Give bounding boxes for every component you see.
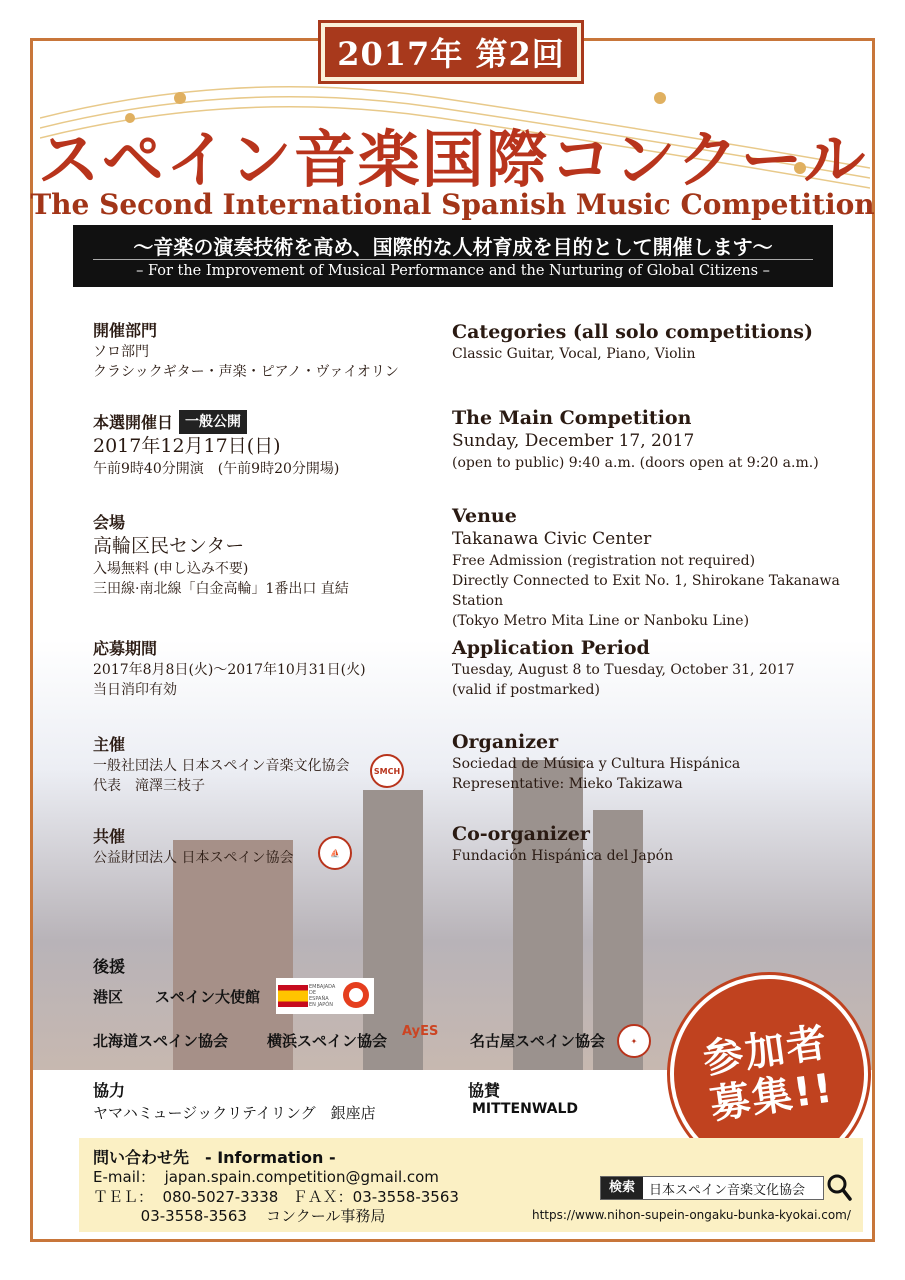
en-venue-heading: Venue <box>452 505 517 527</box>
en-main-date: Sunday, December 17, 2017 <box>452 431 695 451</box>
edition-badge <box>318 20 584 84</box>
en-categories-line: Classic Guitar, Vocal, Piano, Violin <box>452 346 696 362</box>
jp-org-heading: 主催 <box>93 735 126 754</box>
edition-text: 2017年 第2回 <box>337 35 565 73</box>
en-venue-line: Free Admission (registration not required) <box>452 553 756 569</box>
contact-tel: ＴＥＬ： 080-5027-3338 ＦＡＸ：03-3558-3563 <box>93 1188 459 1206</box>
en-main <box>452 406 862 473</box>
search-label: 検索 <box>601 1177 643 1199</box>
en-main-time: (open to public) 9:40 a.m. (doors open at 9:20 a.m.) <box>452 455 819 471</box>
embassy-label: スペイン大使館 <box>155 988 261 1006</box>
en-org-line: Representative: Mieko Takizawa <box>452 776 683 792</box>
yamaha-label: ヤマハミュージックリテイリング 銀座店 <box>93 1104 376 1122</box>
en-organizer <box>452 730 862 794</box>
en-org-line: Sociedad de Música y Cultura Hispánica <box>452 756 741 772</box>
en-venue-name: Takanawa Civic Center <box>452 529 652 549</box>
mittenwald-logo: MITTENWALD <box>472 1101 579 1117</box>
jp-org-line: 一般社団法人 日本スペイン音楽文化協会 <box>93 758 350 774</box>
smch-seal-icon: SMCH <box>370 754 404 788</box>
jp-main-heading: 本選開催日 <box>93 413 174 432</box>
en-org-heading: Organizer <box>452 731 559 753</box>
public-badge: 一般公開 <box>179 410 247 434</box>
jp-venue <box>93 512 423 599</box>
en-coorg-line: Fundación Hispánica del Japón <box>452 848 674 864</box>
embassy-logo-text: EMBAJADA DE ESPAÑA EN JAPÓN <box>309 984 336 1008</box>
jp-coorg-heading: 共催 <box>93 827 126 846</box>
search-text: 日本スペイン音楽文化協会 <box>649 1183 806 1198</box>
minato-label: 港区 <box>93 988 124 1006</box>
jp-coorg-line: 公益財団法人 日本スペイン協会 <box>93 850 294 866</box>
en-app-line: (valid if postmarked) <box>452 682 600 698</box>
contact-heading: 問い合わせ先 - Information - <box>93 1148 336 1167</box>
jp-app-line: 2017年8月8日(火)〜2017年10月31日(火) <box>93 662 366 678</box>
subtitle-english: – For the Improvement of Musical Performance and the Nurturing of Global Citizens – <box>136 263 770 279</box>
recruit-line: 募集!! <box>707 1065 838 1129</box>
en-venue-line: (Tokyo Metro Mita Line or Nanboku Line) <box>452 613 750 629</box>
en-venue <box>452 504 862 631</box>
jp-categories-line: クラシックギター・声楽・ピアノ・ヴァイオリン <box>93 364 399 380</box>
jp-coorganizer <box>93 826 423 868</box>
subtitle-japanese: 〜音楽の演奏技術を高め、国際的な人材育成を目的として開催します〜 <box>133 235 773 259</box>
jp-main <box>93 410 423 479</box>
title-english: The Second International Spanish Music Competition <box>30 188 875 221</box>
en-coorganizer <box>452 822 862 866</box>
en-app-heading: Application Period <box>452 637 650 659</box>
kyosan-heading: 協賛 <box>468 1081 501 1100</box>
cooperacion-logo-icon <box>343 982 369 1008</box>
yokohama-label: 横浜スペイン協会 <box>267 1032 388 1050</box>
en-venue-line: Directly Connected to Exit No. 1, Shirokane Takanawa Station <box>452 573 840 609</box>
kyoryoku-heading: 協力 <box>93 1081 126 1100</box>
en-app-line: Tuesday, August 8 to Tuesday, October 31, 2017 <box>452 662 795 678</box>
jp-categories-heading: 開催部門 <box>93 321 158 340</box>
en-application <box>452 636 862 700</box>
nagoya-label: 名古屋スペイン協会 <box>470 1032 606 1050</box>
jp-categories <box>93 320 423 382</box>
jp-org-line: 代表 滝澤三枝子 <box>93 778 205 794</box>
search-box[interactable] <box>600 1176 824 1200</box>
contact-tel-2: 03-3558-3563 コンクール事務局 <box>93 1207 386 1225</box>
jp-categories-line: ソロ部門 <box>93 344 149 360</box>
jp-venue-heading: 会場 <box>93 513 126 532</box>
jp-app-line: 当日消印有効 <box>93 682 177 698</box>
subtitle-banner <box>73 225 833 287</box>
jp-app-heading: 応募期間 <box>93 639 158 658</box>
jp-venue-line: 三田線·南北線「白金高輪」1番出口 直結 <box>93 581 349 597</box>
recruit-line: 参加者 <box>700 1019 832 1083</box>
jp-venue-name: 高輪区民センター <box>93 535 245 557</box>
search-icon[interactable] <box>826 1172 852 1202</box>
jp-main-date: 2017年12月17日(日) <box>93 435 281 457</box>
jp-application <box>93 638 423 700</box>
en-coorg-heading: Co-organizer <box>452 823 590 845</box>
spain-flag-icon <box>278 985 308 1007</box>
nagoya-seal-icon: ✦ <box>617 1024 651 1058</box>
website-url[interactable]: https://www.nihon-supein-ongaku-bunka-kyokai.com/ <box>532 1208 851 1222</box>
jp-venue-line: 入場無料 (申し込み不要) <box>93 561 249 577</box>
kouen-heading: 後援 <box>93 957 126 976</box>
en-main-heading: The Main Competition <box>452 407 692 429</box>
jp-main-time: 午前9時40分開演 (午前9時20分開場) <box>93 461 340 477</box>
ship-seal-icon: ⛵ <box>318 836 352 870</box>
en-categories-heading: Categories (all solo competitions) <box>452 321 813 343</box>
ayes-logo: AyES <box>402 1024 439 1039</box>
en-categories <box>452 320 862 364</box>
contact-email[interactable]: E-mail： japan.spain.competition@gmail.com <box>93 1168 439 1186</box>
hokkaido-label: 北海道スペイン協会 <box>93 1032 229 1050</box>
title-japanese: スペイン音楽国際コンクール <box>37 123 868 196</box>
